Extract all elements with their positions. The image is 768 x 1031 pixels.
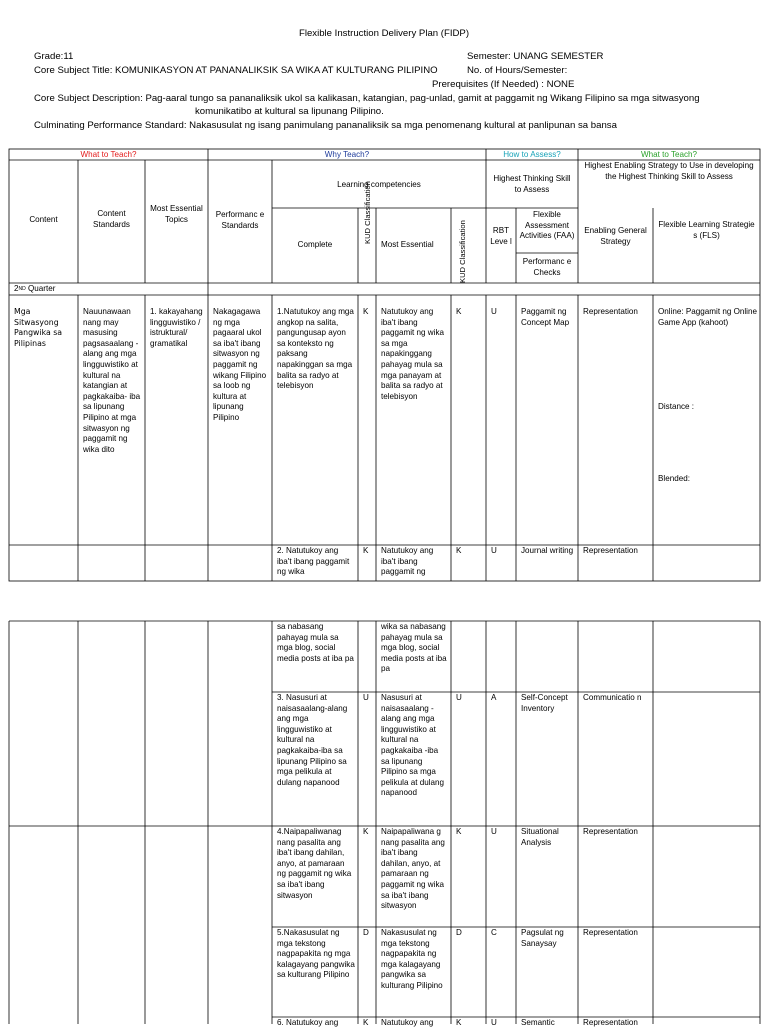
header-content: Content (29, 215, 58, 224)
header-learning-competencies: Learning competencies (337, 180, 421, 189)
row2-faa: Journal writing (521, 546, 574, 555)
header-most-essential-topics: Most Essential Topics (150, 204, 203, 224)
group-what-to-teach-2: What to Teach? (640, 150, 698, 159)
header-enabling-general: Enabling General Strategy (584, 226, 647, 246)
header-kud-classification-1: KUD Classification (363, 181, 372, 244)
header-faa: Flexible Assessment Activities (FAA) (519, 210, 575, 241)
header-fls: Flexible Learning Strategie s (FLS) (658, 220, 755, 240)
p2-row4-enabling: Representation (583, 1018, 638, 1027)
p2-row3-faa: Pagsulat ng Sanaysay (521, 928, 564, 948)
p2-row2-essential: Naipapaliwana g nang pasalita ang iba't ibang dahilan, anyo, at pamaraan ng paggamit ng wika sa iba't ibang sitwasyon (381, 827, 445, 911)
culminating-standard: Culminating Performance Standard: Nakasusulat ng isang panimulang pananaliksik sa mga penomenang kultural at panlipunan sa bansa (34, 120, 617, 131)
row1-kud1: K (363, 307, 369, 316)
row2-complete: 2. Natutukoy ang iba't ibang paggamit ng wika (277, 546, 350, 577)
p2-row1-faa: Self-Concept Inventory (521, 693, 568, 713)
p2-row0-complete: sa nabasang pahayag mula sa mga blog, social media posts at iba pa (277, 622, 354, 663)
p2-row1-kud2: U (456, 693, 462, 702)
p2-row2-complete: 4.Naipapaliwanag nang pasalita ang iba't ibang dahilan, anyo, at pamaraan ng paggamit ng wika sa iba't ibang sitwasyon (277, 827, 352, 900)
p2-row4-essential: Natutukoy ang (381, 1018, 434, 1027)
header-highest-thinking: Highest Thinking Skill to Assess (493, 174, 571, 194)
p2-row2-rbt: U (491, 827, 497, 836)
p2-row3-essential: Nakasusulat ng mga tekstong nagpapakita ng mga kalagayang pangwika sa kulturang Pilipino (381, 928, 443, 990)
p2-row1-rbt: A (491, 693, 497, 702)
row2-enabling: Representation (583, 546, 638, 555)
group-how-to-assess: How to Assess? (503, 150, 561, 159)
core-subject-title: Core Subject Title: KOMUNIKASYON AT PANANALIKSIK SA WIKA AT KULTURANG PILIPINO (34, 65, 438, 76)
row1-kud2: K (456, 307, 462, 316)
row1-faa: Paggamit ng Concept Map (521, 307, 570, 327)
row1-fls-online: Online: Paggamit ng Online Game App (kahoot) (658, 307, 757, 327)
header-performance-checks: Performanc e Checks (522, 257, 572, 277)
p2-row2-faa: Situational Analysis (521, 827, 559, 847)
row2-kud2: K (456, 546, 462, 555)
row2-essential: Natutukoy ang iba't ibang paggamit ng (381, 546, 434, 577)
hours-label: No. of Hours/Semester: (467, 65, 568, 76)
p2-row4-faa: Semantic (521, 1018, 555, 1027)
row1-complete: 1.Natutukoy ang mga angkop na salita, pangungusap ayon sa konteksto ng paksang napakinggan sa mga balita sa radyo at telebisyon (277, 307, 354, 391)
p2-row2-kud2: K (456, 827, 462, 836)
p2-row1-enabling: Communicatio n (583, 693, 642, 702)
p2-row4-complete: 6. Natutukoy ang (277, 1018, 339, 1027)
semester-label: Semester: UNANG SEMESTER (467, 51, 604, 62)
header-performance-standards: Performanc e Standards (215, 210, 265, 230)
header-kud-classification-2: KUD Classification (458, 220, 467, 283)
p2-row1-kud1: U (363, 693, 369, 702)
header-most-essential: Most Essential (381, 240, 434, 249)
group-why-teach: Why Teach? (324, 150, 370, 159)
row2-rbt: U (491, 546, 497, 555)
row1-fls-distance: Distance : (658, 402, 694, 411)
row1-content-standards: Nauunawaan nang may masusing pagsasaalang -alang ang mga lingguwistiko at kultural na katangian at pagkakaiba- iba sa lipunang Pilipino at mga sitwasyon ng paggamit ng wika dito (83, 307, 141, 454)
core-subject-description-cont: komunikatibo at kultural sa lipunang Pilipino. (195, 106, 384, 117)
p2-row3-complete: 5.Nakasusulat ng mga tekstong nagpapakita ng mga kalagayang pangwika sa kulturang Pilipino (277, 928, 355, 980)
row1-enabling: Representation (583, 307, 638, 316)
core-subject-description: Core Subject Description: Pag-aaral tungo sa pananaliksik ukol sa kalikasan, katangian, pag-unlad, gamit at paggamit ng Wikang Filipino sa mga sitwasyong (34, 93, 700, 104)
document-title: Flexible Instruction Delivery Plan (FIDP) (298, 28, 470, 39)
row1-content: Mga Sitwasyong Pangwika sa Pilipinas (14, 307, 63, 348)
prerequisites-label: Prerequisites (If Needed) : NONE (432, 79, 575, 90)
row1-fls-blended: Blended: (658, 474, 690, 483)
grade-label: Grade:11 (34, 51, 74, 62)
p2-row1-essential: Nasusuri at naisasaalang - alang ang mga lingguwistiko at kultural na pagkakaiba -iba sa lipunang Pilipino sa mga pelikula at dulang napanood (381, 693, 444, 798)
header-content-standards: Content Standards (93, 209, 130, 229)
row1-topics: 1. kakayahang lingguwistiko / istruktural/ gramatikal (150, 307, 203, 348)
p2-row3-rbt: C (491, 928, 497, 937)
header-highest-enabling: Highest Enabling Strategy to Use in developing the Highest Thinking Skill to Assess (584, 161, 754, 181)
p2-row3-kud2: D (456, 928, 462, 937)
p2-row3-kud1: D (363, 928, 369, 937)
group-what-to-teach: What to Teach? (80, 150, 137, 159)
row1-essential: Natutukoy ang iba't ibang paggamit ng wika sa mga napakinggang pahayag mula sa mga panayam at balita sa radyo at telebisyon (381, 307, 444, 401)
p2-row1-complete: 3. Nasusuri at naisasaalang-alang ang mga lingguwistiko at kultural na pagkakaiba-iba sa lipunang Pilipino sa mga pelikula at dulang napanood (277, 693, 348, 787)
p2-row4-kud1: K (363, 1018, 369, 1027)
p2-row3-enabling: Representation (583, 928, 638, 937)
p2-row0-essential: wika sa nabasang pahayag mula sa mga blog, social media posts at iba pa (381, 622, 447, 674)
p2-row2-kud1: K (363, 827, 369, 836)
row2-kud1: K (363, 546, 369, 555)
quarter-label: 2ND Quarter (14, 284, 56, 293)
p2-row2-enabling: Representation (583, 827, 638, 836)
header-complete: Complete (297, 240, 333, 249)
p2-row4-kud2: K (456, 1018, 462, 1027)
row1-rbt: U (491, 307, 497, 316)
p2-row4-rbt: U (491, 1018, 497, 1027)
row1-performance: Nakagagawa ng mga pagaaral ukol sa iba't ibang sitwasyon ng paggamit ng wikang Filipino sa loob ng kultura at lipunang Pilipino (213, 307, 267, 422)
header-rbt-level: RBT Leve l (490, 226, 512, 246)
